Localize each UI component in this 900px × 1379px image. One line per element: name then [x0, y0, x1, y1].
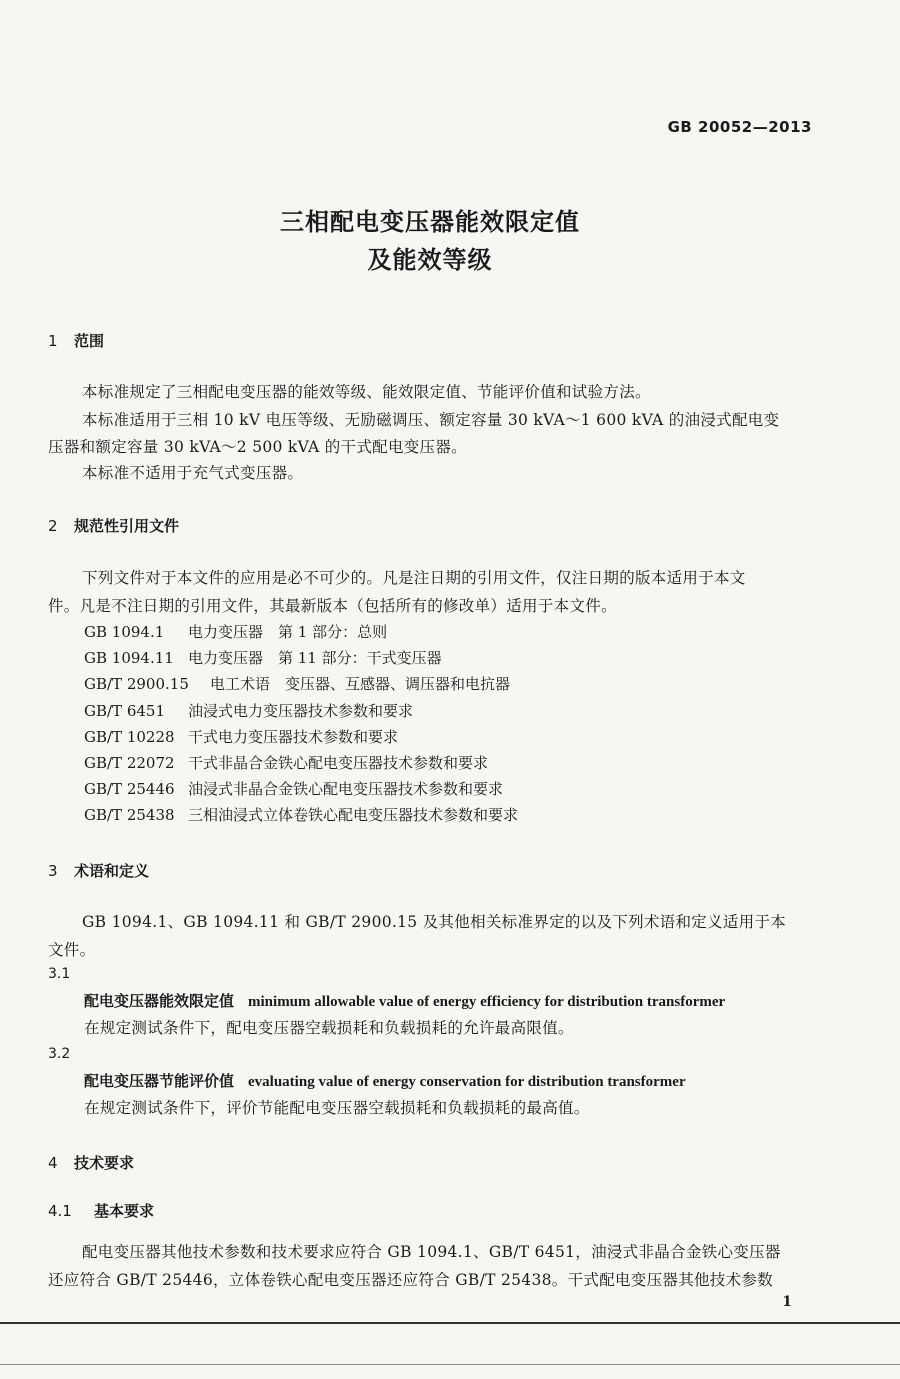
- title-line-2: 及能效等级: [367, 246, 493, 274]
- section-number: 1: [48, 332, 58, 350]
- section-4-heading: [48, 1152, 134, 1173]
- section-4-paragraph-1b: 还应符合 GB/T 25446，立体卷铁心配电变压器还应符合 GB/T 25438。干式配电变压器其他技术参数: [48, 1271, 773, 1289]
- term-definition: 在规定测试条件下，配电变压器空载损耗和负载损耗的允许最高限值。: [84, 1019, 574, 1037]
- term-definition: 在规定测试条件下，评价节能配电变压器空载损耗和负载损耗的最高值。: [84, 1099, 590, 1117]
- term-chinese: 配电变压器能效限定值: [84, 992, 235, 1010]
- section-number: 3: [48, 862, 58, 880]
- section-3-heading: [48, 860, 149, 881]
- section-3-paragraph-1a: GB 1094.1、GB 1094.11 和 GB/T 2900.15 及其他相关标准界定的以及下列术语和定义适用于本: [82, 913, 787, 931]
- reference-item: [84, 778, 503, 799]
- reference-item: [84, 752, 488, 773]
- reference-item: [84, 804, 518, 825]
- standard-number: GB 20052—2013: [667, 118, 812, 136]
- reference-code: GB/T 6451: [84, 702, 166, 720]
- section-title: 范围: [74, 332, 105, 350]
- reference-item: [84, 726, 398, 747]
- reference-item: [84, 700, 413, 721]
- reference-item: [84, 621, 387, 642]
- reference-item: [84, 673, 510, 694]
- page-number: 1: [782, 1294, 792, 1310]
- reference-title: 干式电力变压器技术参数和要求: [188, 728, 399, 746]
- section-1-paragraph-1: 本标准规定了三相配电变压器的能效等级、能效限定值、节能评价值和试验方法。: [82, 383, 651, 401]
- reference-code: GB 1094.11: [84, 649, 174, 667]
- section-3-paragraph-1b: 文件。: [48, 941, 96, 959]
- reference-code: GB/T 22072: [84, 754, 175, 772]
- scan-edge-line: [0, 1364, 900, 1365]
- subsection-number: 4.1: [48, 1202, 72, 1220]
- reference-code: GB/T 25446: [84, 780, 175, 798]
- term-chinese: 配电变压器节能评价值: [84, 1072, 235, 1090]
- subsection-title: 基本要求: [94, 1202, 155, 1220]
- section-number: 2: [48, 517, 58, 535]
- term-entry: [84, 990, 725, 1011]
- reference-title: 油浸式电力变压器技术参数和要求: [188, 702, 414, 720]
- reference-title: 油浸式非晶合金铁心配电变压器技术参数和要求: [188, 780, 504, 798]
- page-bottom-rule: [0, 1322, 900, 1324]
- section-title: 技术要求: [74, 1154, 135, 1172]
- reference-title: 电力变压器 第 11 部分：干式变压器: [188, 649, 442, 667]
- term-number: 3.1: [48, 966, 71, 982]
- section-1-paragraph-2a: 本标准适用于三相 10 kV 电压等级、无励磁调压、额定容量 30 kVA～1 600 kVA 的油浸式配电变: [82, 411, 780, 429]
- section-4-paragraph-1a: 配电变压器其他技术参数和技术要求应符合 GB 1094.1、GB/T 6451，油浸式非晶合金铁心变压器: [82, 1243, 781, 1261]
- section-2-paragraph-1a: 下列文件对于本文件的应用是必不可少的。凡是注日期的引用文件，仅注日期的版本适用于本文: [82, 569, 746, 587]
- title-line-1: 三相配电变压器能效限定值: [280, 208, 580, 236]
- term-number: 3.2: [48, 1046, 71, 1062]
- reference-title: 电工术语 变压器、互感器、调压器和电抗器: [210, 675, 511, 693]
- section-2-paragraph-1b: 件。凡是不注日期的引用文件，其最新版本（包括所有的修改单）适用于本文件。: [48, 597, 617, 615]
- reference-code: GB 1094.1: [84, 623, 165, 641]
- reference-title: 电力变压器 第 1 部分：总则: [188, 623, 388, 641]
- section-1-heading: [48, 330, 104, 351]
- reference-title: 干式非晶合金铁心配电变压器技术参数和要求: [188, 754, 489, 772]
- term-english: evaluating value of energy conservation for distribution transformer: [248, 1074, 686, 1090]
- reference-item: [84, 647, 442, 668]
- section-1-paragraph-2b: 压器和额定容量 30 kVA～2 500 kVA 的干式配电变压器。: [48, 438, 467, 456]
- section-1-paragraph-3: 本标准不适用于充气式变压器。: [82, 464, 304, 482]
- term-english: minimum allowable value of energy efficiency for distribution transformer: [248, 994, 726, 1010]
- reference-code: GB/T 2900.15: [84, 675, 189, 693]
- subsection-4-1-heading: [48, 1200, 154, 1221]
- section-title: 术语和定义: [74, 862, 150, 880]
- section-2-heading: [48, 515, 179, 536]
- reference-code: GB/T 25438: [84, 806, 175, 824]
- reference-code: GB/T 10228: [84, 728, 175, 746]
- section-number: 4: [48, 1154, 58, 1172]
- section-title: 规范性引用文件: [74, 517, 180, 535]
- term-entry: [84, 1070, 686, 1091]
- reference-title: 三相油浸式立体卷铁心配电变压器技术参数和要求: [188, 806, 519, 824]
